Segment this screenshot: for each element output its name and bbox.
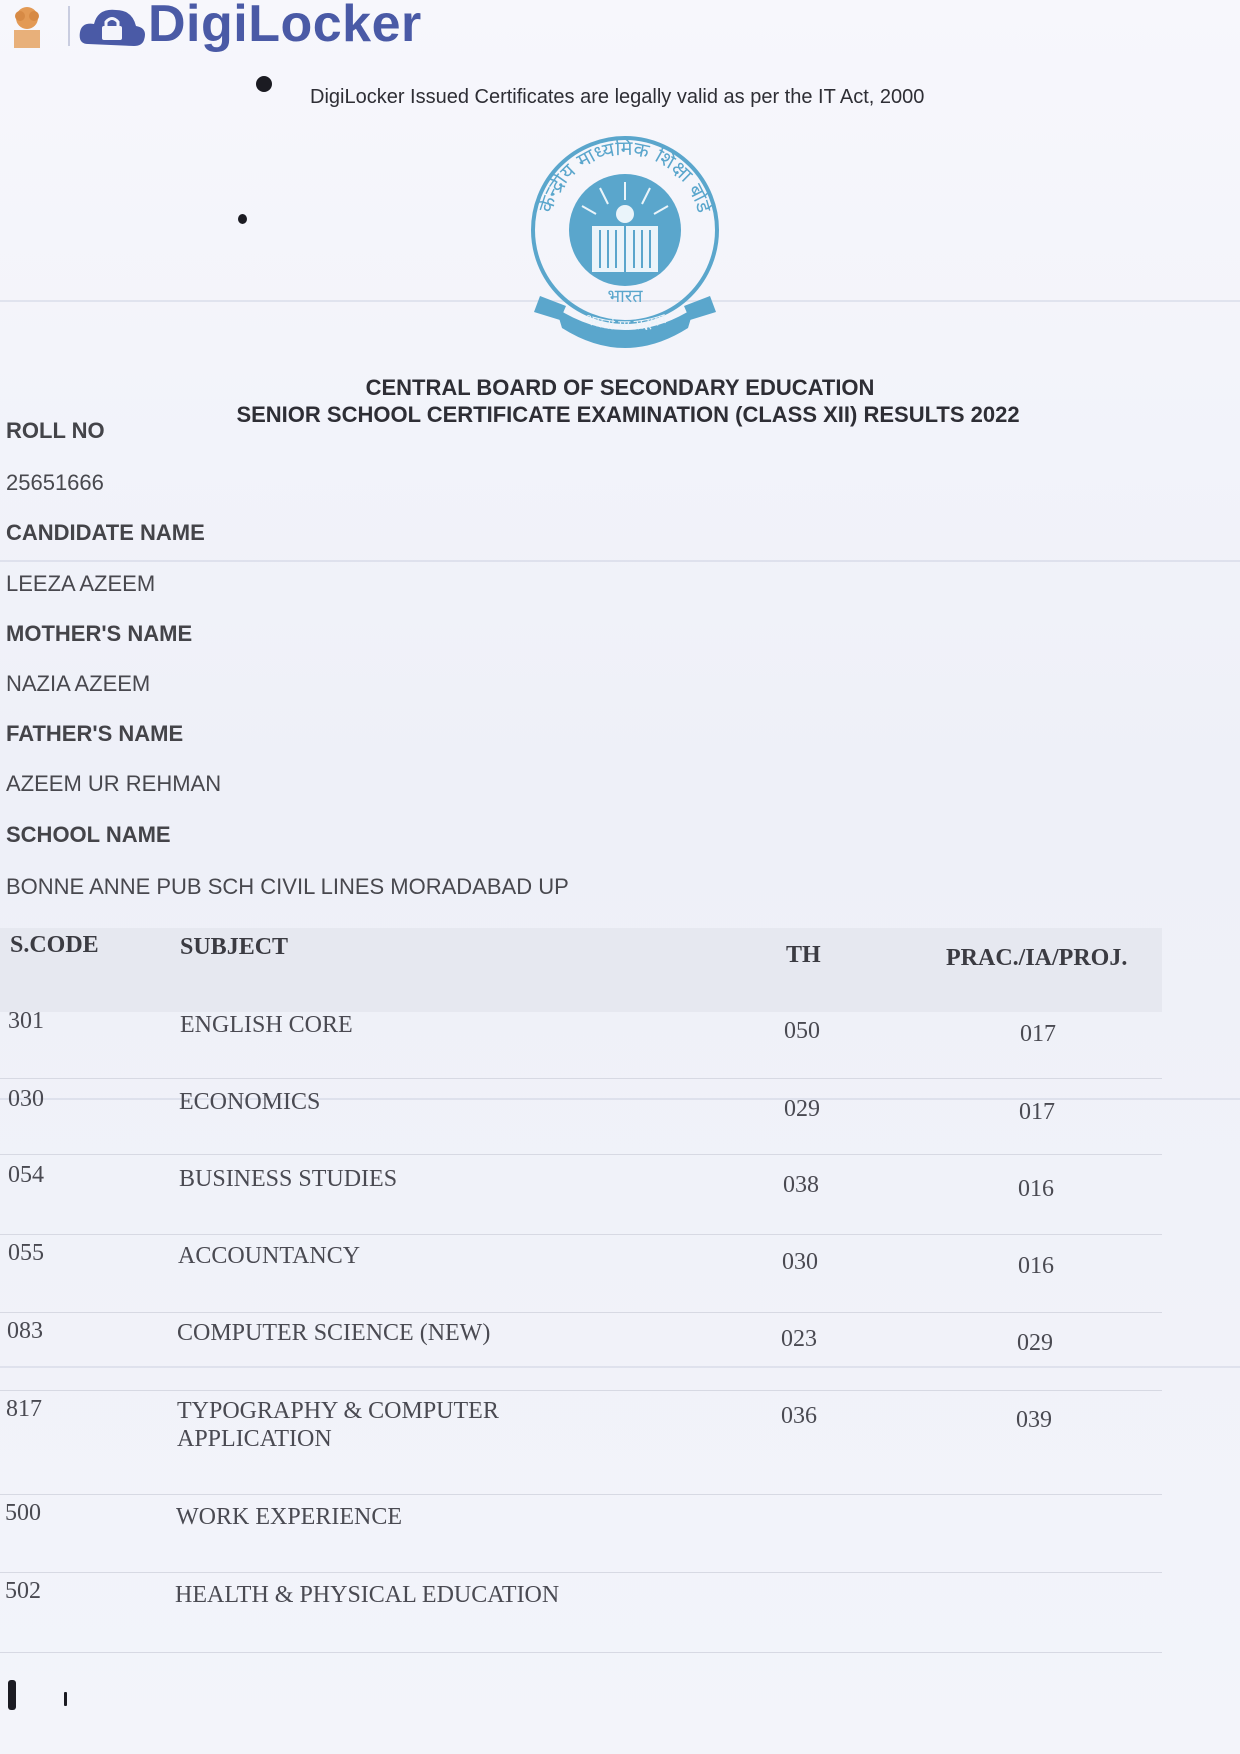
- row-divider: [0, 1312, 1162, 1313]
- col-header-subject: SUBJECT: [180, 934, 289, 960]
- fathers-name-label: FATHER'S NAME: [6, 721, 184, 746]
- row-subject: HEALTH & PHYSICAL EDUCATION: [175, 1582, 560, 1608]
- header-divider: [68, 6, 70, 46]
- seal-country-text: भारत: [607, 286, 643, 307]
- row-divider: [0, 1234, 1162, 1235]
- row-subject: ECONOMICS: [179, 1089, 321, 1115]
- row-subject: ACCOUNTANCY: [178, 1243, 361, 1269]
- row-code: 083: [7, 1318, 43, 1344]
- col-header-th: TH: [786, 942, 821, 968]
- fathers-name-value: AZEEM UR REHMAN: [6, 771, 222, 796]
- row-prac: 016: [1018, 1253, 1054, 1279]
- ink-mark: [64, 1692, 67, 1706]
- row-code: 817: [6, 1396, 42, 1422]
- row-subject: BUSINESS STUDIES: [179, 1166, 398, 1192]
- row-th: 050: [784, 1018, 820, 1044]
- row-code: 054: [8, 1162, 44, 1188]
- paper-crease: [0, 1366, 1240, 1368]
- ink-dot: [238, 214, 247, 224]
- row-divider: [0, 1154, 1162, 1155]
- mothers-name-label: MOTHER'S NAME: [6, 621, 193, 646]
- legal-note: DigiLocker Issued Certificates are legally valid as per the IT Act, 2000: [310, 86, 925, 108]
- school-name-label: SCHOOL NAME: [6, 822, 171, 847]
- row-code: 502: [5, 1578, 41, 1604]
- row-prac: 017: [1019, 1099, 1055, 1125]
- row-divider: [0, 1652, 1162, 1653]
- row-prac: 017: [1020, 1021, 1056, 1047]
- row-divider: [0, 1572, 1162, 1573]
- row-th: 036: [781, 1403, 817, 1429]
- col-header-scode: S.CODE: [10, 932, 99, 958]
- school-name-value: BONNE ANNE PUB SCH CIVIL LINES MORADABAD UP: [6, 874, 569, 899]
- row-prac: 016: [1018, 1176, 1054, 1202]
- candidate-name-value: LEEZA AZEEM: [6, 571, 156, 596]
- row-th: 023: [781, 1326, 817, 1352]
- row-divider: [0, 1078, 1162, 1079]
- board-title: CENTRAL BOARD OF SECONDARY EDUCATION: [365, 375, 875, 400]
- roll-no-label: ROLL NO: [6, 418, 105, 443]
- ink-mark: [8, 1680, 16, 1710]
- row-subject: ENGLISH CORE: [180, 1012, 353, 1038]
- ink-dot: [256, 76, 272, 92]
- brand-title: DigiLocker: [148, 0, 422, 53]
- candidate-name-label: CANDIDATE NAME: [6, 520, 205, 545]
- col-header-prac: PRAC./IA/PROJ.: [946, 945, 1128, 971]
- mothers-name-value: NAZIA AZEEM: [6, 671, 151, 696]
- row-prac: 039: [1016, 1407, 1052, 1433]
- row-code: 301: [8, 1008, 44, 1034]
- digilocker-cloud-icon: [78, 0, 148, 52]
- row-th: 029: [784, 1096, 820, 1122]
- row-code: 055: [8, 1240, 44, 1266]
- paper-crease: [0, 560, 1240, 562]
- national-emblem-icon: [8, 2, 46, 50]
- row-th: 030: [782, 1249, 818, 1275]
- row-th: 038: [783, 1172, 819, 1198]
- row-divider: [0, 1494, 1162, 1495]
- roll-no-value: 25651666: [6, 470, 104, 495]
- row-code: 030: [8, 1086, 44, 1112]
- row-subject: TYPOGRAPHY & COMPUTER: [177, 1398, 499, 1424]
- row-prac: 029: [1017, 1330, 1053, 1356]
- row-subject: WORK EXPERIENCE: [176, 1504, 402, 1530]
- seal-motto-text: असतो मा सद्गमय: [581, 311, 669, 335]
- row-divider: [0, 1390, 1162, 1391]
- row-code: 500: [5, 1500, 41, 1526]
- seal-top-text: केन्द्रीय माध्यमिक शिक्षा बोर्ड: [533, 135, 717, 216]
- exam-title: SENIOR SCHOOL CERTIFICATE EXAMINATION (CLASS XII) RESULTS 2022: [236, 402, 1020, 427]
- row-subject: COMPUTER SCIENCE (NEW): [177, 1320, 491, 1346]
- cbse-seal-icon: [520, 130, 730, 360]
- row-subject-cont: APPLICATION: [177, 1426, 332, 1452]
